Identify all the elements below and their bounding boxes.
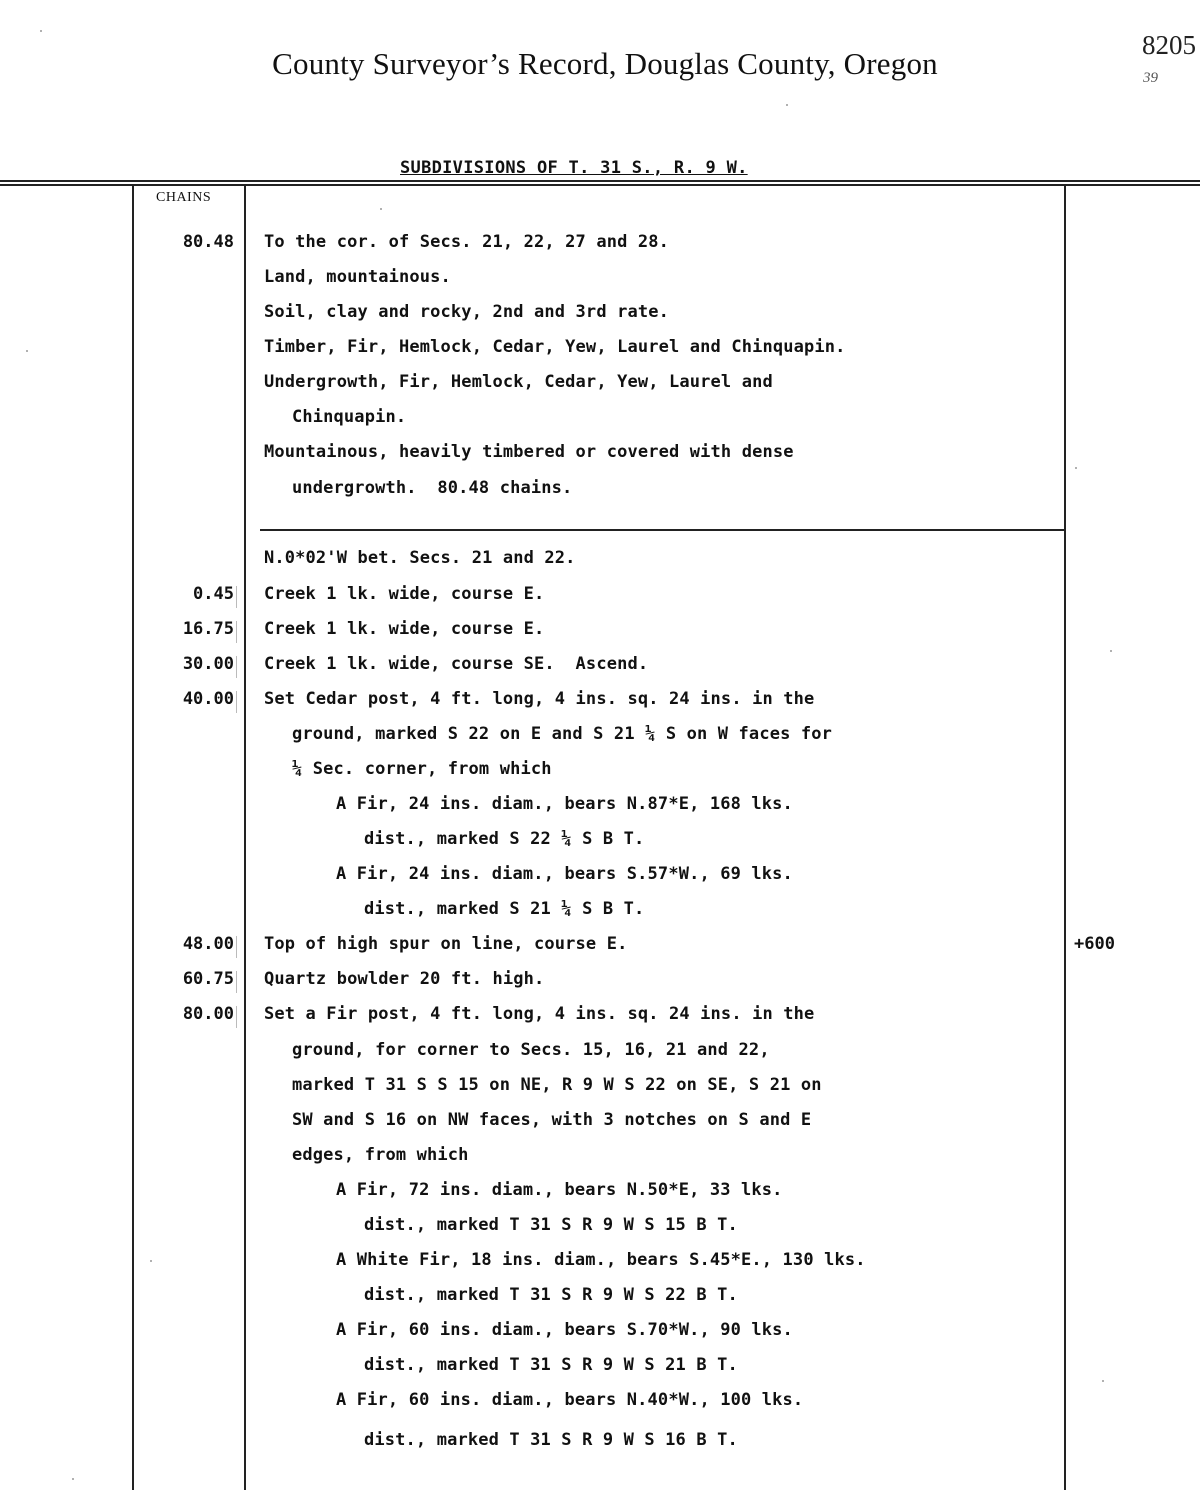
scan-speck xyxy=(1075,467,1077,469)
record-row xyxy=(0,300,1200,335)
record-text: A Fir, 24 ins. diam., bears N.87*E, 168 lks. xyxy=(336,794,793,814)
record-text: A Fir, 60 ins. diam., bears N.40*W., 100 lks. xyxy=(336,1390,804,1410)
record-row xyxy=(0,405,1200,440)
record-text: Set a Fir post, 4 ft. long, 4 ins. sq. 24 ins. in the xyxy=(264,1004,815,1024)
record-text: Chinquapin. xyxy=(292,407,407,427)
record-row xyxy=(0,1428,1200,1463)
chain-tick xyxy=(236,936,245,958)
chain-tick xyxy=(236,656,245,678)
chain-value: 60.75 xyxy=(182,969,234,989)
record-row xyxy=(0,1388,1200,1423)
record-row xyxy=(0,476,1200,511)
record-text: Soil, clay and rocky, 2nd and 3rd rate. xyxy=(264,302,670,322)
scan-speck xyxy=(150,1260,152,1262)
record-text: A White Fir, 18 ins. diam., bears S.45*E., 130 lks. xyxy=(336,1250,866,1270)
record-row xyxy=(0,1002,1200,1037)
record-text: dist., marked T 31 S R 9 W S 16 B T. xyxy=(364,1430,738,1450)
record-row xyxy=(0,1143,1200,1178)
record-text: undergrowth. 80.48 chains. xyxy=(292,478,573,498)
record-text: Undergrowth, Fir, Hemlock, Cedar, Yew, Laurel and xyxy=(264,372,773,392)
chain-tick xyxy=(236,971,245,993)
page-title: County Surveyor’s Record, Douglas County, Oregon xyxy=(272,46,938,81)
record-row xyxy=(0,897,1200,932)
record-row xyxy=(0,1038,1200,1073)
scan-speck xyxy=(26,350,28,352)
record-text: Mountainous, heavily timbered or covered with dense xyxy=(264,442,794,462)
record-text: SW and S 16 on NW faces, with 3 notches on S and E xyxy=(292,1110,812,1130)
line-bearing-text: N.0*02'W bet. Secs. 21 and 22. xyxy=(264,548,576,568)
record-row xyxy=(0,617,1200,652)
record-text: dist., marked S 22 ¼ S B T. xyxy=(364,829,645,849)
scan-speck xyxy=(380,208,382,210)
record-text: Set Cedar post, 4 ft. long, 4 ins. sq. 24 ins. in the xyxy=(264,689,815,709)
record-row xyxy=(0,582,1200,617)
record-text: Creek 1 lk. wide, course SE. Ascend. xyxy=(264,654,649,674)
record-text: Creek 1 lk. wide, course E. xyxy=(264,584,545,604)
record-row xyxy=(0,335,1200,370)
record-row xyxy=(0,1213,1200,1248)
chain-value: 40.00 xyxy=(182,689,234,709)
chain-tick xyxy=(236,621,245,643)
record-text: ¼ Sec. corner, from which xyxy=(292,759,552,779)
record-row xyxy=(0,932,1200,967)
record-row xyxy=(0,1108,1200,1143)
margin-note: +600 xyxy=(1074,934,1115,954)
record-text: edges, from which xyxy=(292,1145,469,1165)
record-text: To the cor. of Secs. 21, 22, 27 and 28. xyxy=(264,232,670,252)
record-text: ground, for corner to Secs. 15, 16, 21 and 22, xyxy=(292,1040,770,1060)
record-row xyxy=(0,757,1200,792)
subdivision-heading: SUBDIVISIONS OF T. 31 S., R. 9 W. xyxy=(400,158,748,178)
scan-speck xyxy=(786,104,788,106)
chain-value: 48.00 xyxy=(182,934,234,954)
record-text: A Fir, 24 ins. diam., bears S.57*W., 69 lks. xyxy=(336,864,793,884)
record-row xyxy=(0,370,1200,405)
chain-value: 30.00 xyxy=(182,654,234,674)
record-row xyxy=(0,967,1200,1002)
record-row xyxy=(0,440,1200,475)
record-row xyxy=(0,1248,1200,1283)
record-row xyxy=(0,862,1200,897)
record-row xyxy=(0,722,1200,757)
chains-column-header: CHAINS xyxy=(156,190,212,205)
record-text: dist., marked T 31 S R 9 W S 22 B T. xyxy=(364,1285,738,1305)
record-text: ground, marked S 22 on E and S 21 ¼ S on W faces for xyxy=(292,724,833,744)
record-row xyxy=(0,1178,1200,1213)
scan-speck xyxy=(40,30,42,32)
record-row xyxy=(0,827,1200,862)
header-rule-lower xyxy=(0,184,1200,186)
record-text: Creek 1 lk. wide, course E. xyxy=(264,619,545,639)
record-text: dist., marked T 31 S R 9 W S 15 B T. xyxy=(364,1215,738,1235)
record-row xyxy=(0,230,1200,265)
chain-value: 80.00 xyxy=(182,1004,234,1024)
record-text: dist., marked S 21 ¼ S B T. xyxy=(364,899,645,919)
record-text: A Fir, 60 ins. diam., bears S.70*W., 90 lks. xyxy=(336,1320,793,1340)
record-text: A Fir, 72 ins. diam., bears N.50*E, 33 lks. xyxy=(336,1180,783,1200)
record-text: marked T 31 S S 15 on NE, R 9 W S 22 on SE, S 21 on xyxy=(292,1075,822,1095)
record-row xyxy=(0,1353,1200,1388)
scan-speck xyxy=(72,1478,74,1480)
record-row xyxy=(0,652,1200,687)
record-text: Quartz bowlder 20 ft. high. xyxy=(264,969,545,989)
scan-speck xyxy=(1110,650,1112,652)
page-number: 8205 xyxy=(1142,30,1196,60)
record-text: Land, mountainous. xyxy=(264,267,451,287)
record-row xyxy=(0,1318,1200,1353)
record-row xyxy=(0,792,1200,827)
record-row xyxy=(0,687,1200,722)
chain-value: 16.75 xyxy=(182,619,234,639)
chain-tick xyxy=(236,1006,245,1028)
header-rule xyxy=(0,180,1200,182)
chain-tick xyxy=(236,586,245,608)
page-subnumber: 39 xyxy=(1143,70,1158,86)
record-text: Top of high spur on line, course E. xyxy=(264,934,628,954)
chain-tick xyxy=(236,691,245,713)
section-separator xyxy=(260,529,1064,531)
record-row xyxy=(0,1283,1200,1318)
chain-value: 80.48 xyxy=(182,232,234,252)
record-row xyxy=(0,265,1200,300)
record-row xyxy=(0,546,1200,581)
scan-speck xyxy=(1102,1380,1104,1382)
record-text: dist., marked T 31 S R 9 W S 21 B T. xyxy=(364,1355,738,1375)
record-text: Timber, Fir, Hemlock, Cedar, Yew, Laurel and Chinquapin. xyxy=(264,337,846,357)
record-row xyxy=(0,1073,1200,1108)
chain-value: 0.45 xyxy=(193,584,234,604)
